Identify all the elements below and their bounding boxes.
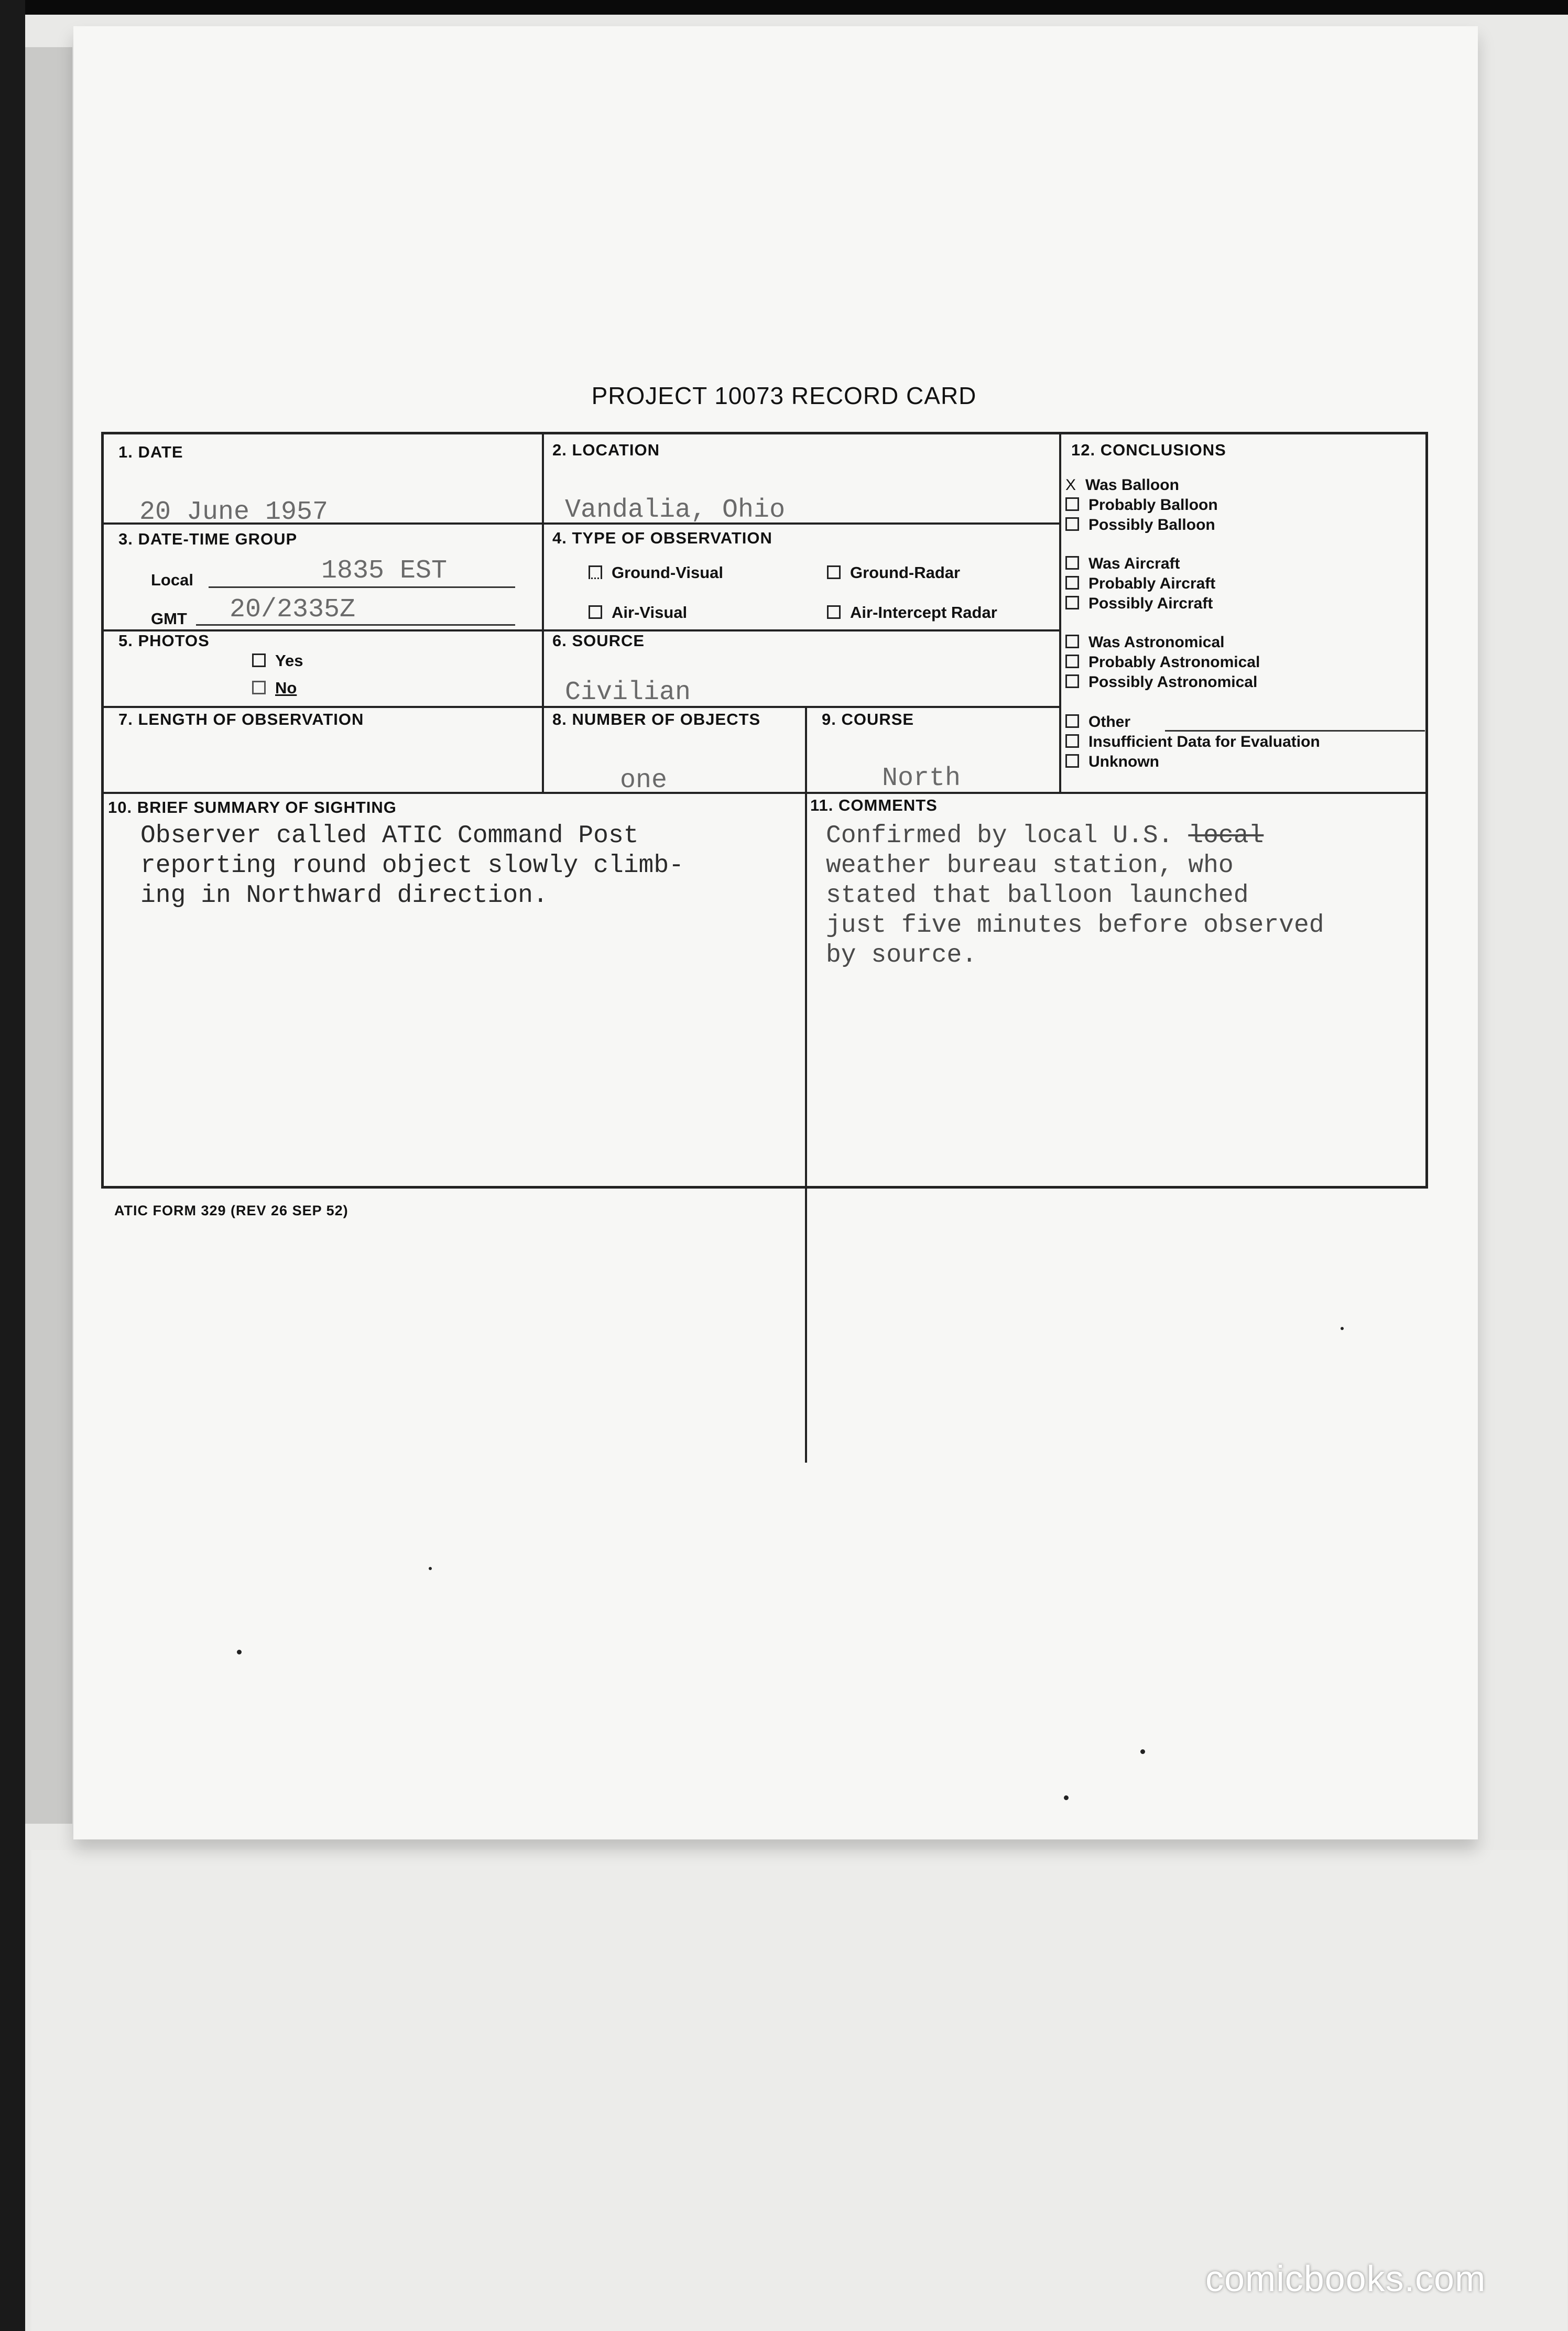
course-label: 9. COURSE — [822, 710, 914, 728]
checkbox[interactable] — [1065, 674, 1079, 688]
source-value: Civilian — [565, 678, 691, 707]
conclusion-label: Other — [1088, 713, 1131, 731]
checkbox[interactable] — [827, 605, 841, 619]
option-air-visual[interactable] — [589, 603, 687, 622]
record-card — [101, 432, 1428, 1189]
local-time-line — [209, 586, 515, 588]
summary-line: ing in Northward direction. — [140, 881, 548, 910]
struck-word: local — [1188, 822, 1264, 850]
option-label: Ground-Radar — [850, 563, 961, 582]
conclusion-label: Possibly Astronomical — [1088, 673, 1258, 691]
checkbox[interactable] — [1065, 517, 1079, 531]
conclusion-probably-astronomical[interactable] — [1065, 653, 1260, 671]
grid-line — [542, 434, 544, 792]
comment-line-start: Confirmed by local U.S. — [826, 822, 1189, 850]
scan-border — [0, 0, 25, 2331]
other-line — [1165, 730, 1425, 732]
comment-line — [826, 821, 1324, 851]
checkbox[interactable] — [1065, 734, 1079, 748]
conclusion-possibly-aircraft[interactable] — [1065, 595, 1213, 613]
course-value: North — [882, 764, 961, 793]
date-value: 20 June 1957 — [139, 497, 329, 527]
conclusion-was-astronomical[interactable] — [1065, 634, 1225, 651]
conclusion-possibly-astronomical[interactable] — [1065, 673, 1257, 691]
grid-line — [104, 792, 1425, 794]
checkbox[interactable] — [589, 605, 602, 619]
checkbox[interactable] — [1065, 576, 1079, 590]
form-title: PROJECT 10073 RECORD CARD — [591, 382, 977, 409]
conclusion-probably-aircraft[interactable] — [1065, 575, 1215, 593]
comment-line: weather bureau station, who — [826, 852, 1234, 880]
checkbox-checked[interactable] — [589, 565, 602, 579]
local-time-label: Local — [151, 571, 193, 589]
summary-line: reporting round object slowly climb- — [140, 852, 684, 880]
scan-speck — [1140, 1749, 1145, 1754]
option-label: Air-Intercept Radar — [850, 603, 997, 622]
watermark: comicbooks.com — [1205, 2258, 1486, 2299]
option-label: No — [275, 679, 297, 697]
scan-speck — [1064, 1795, 1069, 1800]
option-label: Ground-Visual — [612, 563, 724, 582]
location-value: Vandalia, Ohio — [565, 495, 786, 525]
comment-line: just five minutes before observed — [826, 911, 1324, 940]
gmt-label: GMT — [151, 609, 187, 628]
number-of-objects-label: 8. NUMBER OF OBJECTS — [552, 710, 761, 728]
option-ground-radar[interactable] — [827, 563, 960, 582]
conclusion-label: Possibly Balloon — [1088, 516, 1215, 533]
conclusion-probably-balloon[interactable] — [1065, 496, 1218, 514]
checkbox[interactable] — [252, 653, 266, 667]
conclusion-was-balloon[interactable] — [1065, 476, 1179, 494]
checkbox[interactable] — [1065, 497, 1079, 511]
checkbox[interactable] — [1065, 754, 1079, 768]
option-air-intercept-radar[interactable] — [827, 603, 997, 622]
conclusion-other[interactable] — [1065, 713, 1130, 731]
grid-line — [805, 708, 807, 1186]
checkbox[interactable] — [1065, 635, 1079, 648]
conclusion-was-aircraft[interactable] — [1065, 555, 1180, 573]
comments-text — [826, 821, 1324, 971]
conclusions-label: 12. CONCLUSIONS — [1071, 441, 1226, 459]
brief-summary-label: 10. BRIEF SUMMARY OF SIGHTING — [108, 798, 397, 816]
conclusion-insufficient-data[interactable] — [1065, 733, 1320, 751]
summary-line: Observer called ATIC Command Post — [140, 822, 639, 850]
option-ground-visual[interactable] — [589, 563, 723, 582]
date-label: 1. DATE — [118, 443, 183, 461]
option-photos-no[interactable] — [252, 679, 297, 698]
scan-shadow — [25, 47, 72, 1824]
conclusion-unknown[interactable] — [1065, 753, 1159, 771]
comments-label: 11. COMMENTS — [810, 796, 938, 814]
scan-speck — [1341, 1327, 1344, 1330]
gmt-value: 20/2335Z — [230, 595, 356, 625]
scan-speck — [429, 1567, 432, 1570]
conclusion-possibly-balloon[interactable] — [1065, 516, 1215, 534]
conclusion-label: Insufficient Data for Evaluation — [1088, 733, 1320, 750]
option-label: Air-Visual — [612, 603, 688, 622]
local-time-value: 1835 EST — [321, 556, 448, 586]
length-of-observation-label: 7. LENGTH OF OBSERVATION — [118, 710, 364, 728]
checkbox[interactable] — [827, 565, 841, 579]
option-label: Yes — [275, 651, 303, 670]
type-of-observation-label: 4. TYPE OF OBSERVATION — [552, 529, 772, 547]
checkbox[interactable] — [1065, 655, 1079, 668]
number-of-objects-value: one — [620, 766, 668, 796]
checkbox[interactable] — [1065, 556, 1079, 570]
conclusion-label: Was Aircraft — [1088, 555, 1180, 572]
conclusion-label: Probably Aircraft — [1088, 575, 1216, 592]
brief-summary-text — [140, 821, 684, 911]
conclusion-label: Probably Balloon — [1088, 496, 1218, 514]
conclusion-label: Was Astronomical — [1088, 634, 1225, 651]
grid-line — [1059, 434, 1061, 792]
scan-speck — [237, 1650, 242, 1654]
comment-line: by source. — [826, 941, 977, 970]
conclusion-label: Unknown — [1088, 753, 1159, 770]
conclusion-label: Was Balloon — [1085, 476, 1179, 494]
photos-label: 5. PHOTOS — [118, 631, 210, 650]
scan-border — [0, 0, 1568, 15]
source-label: 6. SOURCE — [552, 631, 645, 650]
comment-line: stated that balloon launched — [826, 881, 1249, 910]
checkbox-checked[interactable] — [252, 681, 266, 694]
checkbox[interactable] — [1065, 596, 1079, 609]
conclusion-label: Probably Astronomical — [1088, 653, 1260, 671]
checkbox[interactable] — [1065, 714, 1079, 728]
date-time-group-label: 3. DATE-TIME GROUP — [118, 530, 298, 548]
form-number: ATIC FORM 329 (REV 26 SEP 52) — [114, 1203, 349, 1218]
option-photos-yes[interactable] — [252, 651, 303, 670]
check-mark: X — [1065, 476, 1076, 494]
location-label: 2. LOCATION — [552, 441, 660, 459]
conclusion-label: Possibly Aircraft — [1088, 595, 1213, 612]
